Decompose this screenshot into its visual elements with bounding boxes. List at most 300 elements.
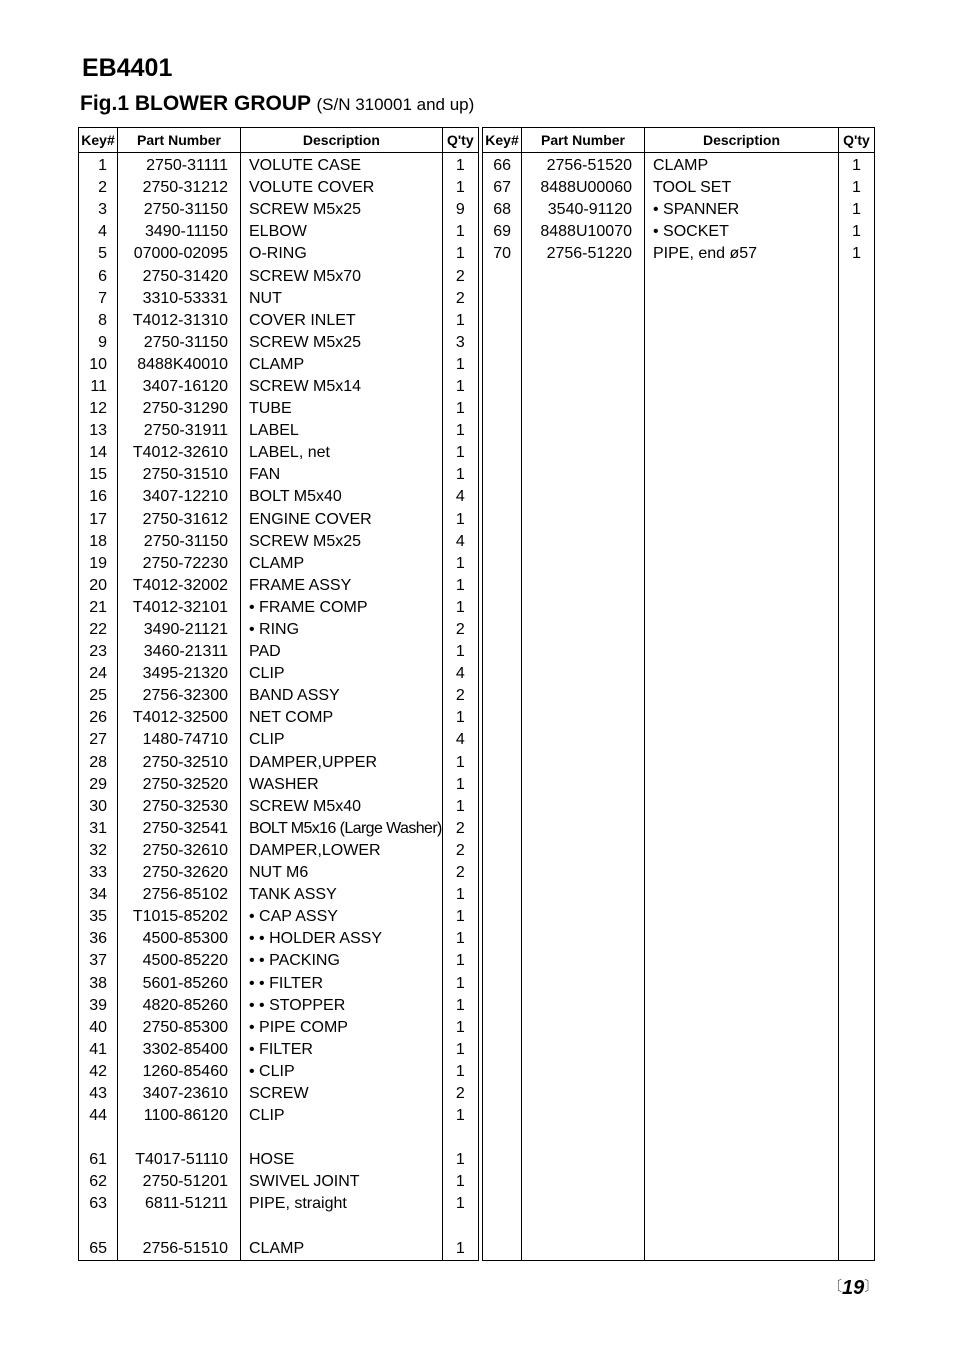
part-qty (442, 1216, 478, 1238)
empty-cell (483, 531, 522, 553)
empty-cell (839, 486, 875, 508)
part-description: TANK ASSY (241, 884, 443, 906)
empty-cell (839, 840, 875, 862)
empty-cell (645, 310, 839, 332)
empty-cell (645, 1061, 839, 1083)
part-qty: 4 (442, 531, 478, 553)
part-description: CLIP (241, 663, 443, 685)
part-qty: 2 (442, 288, 478, 310)
column-header-qty: Q'ty (442, 128, 478, 153)
empty-cell (839, 1171, 875, 1193)
empty-cell (483, 1193, 522, 1215)
table-row-empty (483, 531, 875, 553)
empty-cell (522, 288, 645, 310)
empty-cell (522, 950, 645, 972)
table-row (79, 1216, 479, 1238)
part-number: 3310-53331 (118, 288, 241, 310)
empty-cell (839, 685, 875, 707)
empty-cell (483, 420, 522, 442)
part-number: 2750-32610 (118, 840, 241, 862)
part-description: DAMPER,UPPER (241, 752, 443, 774)
part-qty: 1 (442, 420, 478, 442)
empty-cell (839, 972, 875, 994)
table-row-empty (483, 553, 875, 575)
empty-cell (522, 486, 645, 508)
part-qty: 1 (442, 464, 478, 486)
part-key: 65 (79, 1238, 118, 1261)
column-header-description: Description (645, 128, 839, 153)
table-row (79, 1238, 479, 1261)
part-qty: 1 (442, 354, 478, 376)
empty-cell (839, 884, 875, 906)
table-row-empty (483, 1238, 875, 1261)
empty-cell (483, 398, 522, 420)
part-description: LABEL (241, 420, 443, 442)
empty-cell (483, 1039, 522, 1061)
part-qty: 2 (442, 818, 478, 840)
empty-cell (645, 729, 839, 751)
empty-cell (483, 950, 522, 972)
part-number: 2750-31150 (118, 531, 241, 553)
table-row-empty (483, 310, 875, 332)
empty-cell (645, 1216, 839, 1238)
empty-cell (483, 442, 522, 464)
part-number (118, 1216, 241, 1238)
table-row (79, 906, 479, 928)
empty-cell (839, 398, 875, 420)
table-row-empty (483, 840, 875, 862)
empty-cell (839, 729, 875, 751)
empty-cell (522, 310, 645, 332)
part-key: 1 (79, 153, 118, 178)
empty-cell (645, 1083, 839, 1105)
part-key: 38 (79, 972, 118, 994)
empty-cell (645, 1127, 839, 1149)
empty-cell (483, 685, 522, 707)
part-qty: 2 (442, 862, 478, 884)
table-row-empty (483, 1127, 875, 1149)
empty-cell (522, 752, 645, 774)
part-number: 2750-31212 (118, 177, 241, 199)
empty-cell (839, 707, 875, 729)
table-row (79, 1193, 479, 1215)
part-qty: 2 (442, 685, 478, 707)
empty-cell (645, 663, 839, 685)
empty-cell (522, 1171, 645, 1193)
table-row (79, 442, 479, 464)
empty-cell (839, 995, 875, 1017)
part-number: 1480-74710 (118, 729, 241, 751)
table-row-empty (483, 928, 875, 950)
empty-cell (483, 884, 522, 906)
part-key: 23 (79, 641, 118, 663)
table-row (79, 398, 479, 420)
part-key: 6 (79, 265, 118, 287)
part-description: • FRAME COMP (241, 597, 443, 619)
table-row-empty (483, 884, 875, 906)
table-row-empty (483, 442, 875, 464)
column-header-key: Key# (483, 128, 522, 153)
part-key: 61 (79, 1149, 118, 1171)
table-row (79, 376, 479, 398)
empty-cell (645, 464, 839, 486)
empty-cell (483, 486, 522, 508)
empty-cell (522, 442, 645, 464)
part-description: SCREW M5x25 (241, 531, 443, 553)
part-key (79, 1127, 118, 1149)
part-number: 2756-51520 (522, 153, 645, 178)
empty-cell (483, 597, 522, 619)
table-row (79, 950, 479, 972)
part-qty: 1 (442, 177, 478, 199)
empty-cell (839, 509, 875, 531)
part-number: 4500-85220 (118, 950, 241, 972)
table-row (79, 464, 479, 486)
empty-cell (645, 1017, 839, 1039)
parts-table-left (78, 127, 479, 1261)
part-qty: 1 (442, 1039, 478, 1061)
part-number: 2750-51201 (118, 1171, 241, 1193)
part-qty: 1 (839, 199, 875, 221)
part-qty: 1 (442, 442, 478, 464)
table-row-empty (483, 1083, 875, 1105)
part-description: PAD (241, 641, 443, 663)
part-description: • FILTER (241, 1039, 443, 1061)
empty-cell (522, 354, 645, 376)
empty-cell (645, 531, 839, 553)
table-row (79, 1171, 479, 1193)
part-number: 2750-31911 (118, 420, 241, 442)
part-number: 3460-21311 (118, 641, 241, 663)
part-key: 8 (79, 310, 118, 332)
empty-cell (483, 752, 522, 774)
column-header-key: Key# (79, 128, 118, 153)
empty-cell (483, 1083, 522, 1105)
part-key: 22 (79, 619, 118, 641)
part-key: 36 (79, 928, 118, 950)
part-qty: 1 (442, 1238, 478, 1261)
table-row (483, 221, 875, 243)
empty-cell (839, 641, 875, 663)
empty-cell (839, 1105, 875, 1127)
empty-cell (522, 663, 645, 685)
empty-cell (839, 1149, 875, 1171)
part-number: T4012-32610 (118, 442, 241, 464)
part-number: 2750-31111 (118, 153, 241, 178)
figure-title-text: Fig.1 BLOWER GROUP (80, 92, 311, 115)
empty-cell (522, 509, 645, 531)
table-row-empty (483, 1171, 875, 1193)
empty-cell (483, 729, 522, 751)
part-description: LABEL, net (241, 442, 443, 464)
part-number: 3540-91120 (522, 199, 645, 221)
table-row (79, 663, 479, 685)
part-description: TOOL SET (645, 177, 839, 199)
part-description: CLAMP (241, 354, 443, 376)
part-key: 40 (79, 1017, 118, 1039)
part-description: • • STOPPER (241, 995, 443, 1017)
table-row-empty (483, 796, 875, 818)
figure-title (80, 92, 474, 116)
empty-cell (522, 906, 645, 928)
part-number: 4500-85300 (118, 928, 241, 950)
part-number: 07000-02095 (118, 243, 241, 265)
part-key: 35 (79, 906, 118, 928)
part-description: CLAMP (241, 553, 443, 575)
part-description: COVER INLET (241, 310, 443, 332)
part-key: 15 (79, 464, 118, 486)
part-qty (442, 1127, 478, 1149)
table-row-empty (483, 729, 875, 751)
part-key: 11 (79, 376, 118, 398)
table-row (79, 332, 479, 354)
part-number: T4017-51110 (118, 1149, 241, 1171)
table-row-empty (483, 774, 875, 796)
part-description: O-RING (241, 243, 443, 265)
part-number: 3302-85400 (118, 1039, 241, 1061)
table-header-row (483, 128, 875, 153)
empty-cell (522, 1193, 645, 1215)
empty-cell (839, 288, 875, 310)
table-row (483, 243, 875, 265)
part-number: 2750-31420 (118, 265, 241, 287)
part-key: 30 (79, 796, 118, 818)
part-number: 2756-51510 (118, 1238, 241, 1261)
part-key: 2 (79, 177, 118, 199)
part-key: 33 (79, 862, 118, 884)
part-description: • PIPE COMP (241, 1017, 443, 1039)
table-row (483, 199, 875, 221)
empty-cell (483, 354, 522, 376)
empty-cell (522, 464, 645, 486)
empty-cell (645, 1039, 839, 1061)
part-key: 66 (483, 153, 522, 178)
part-qty: 1 (442, 906, 478, 928)
part-number: 2750-31290 (118, 398, 241, 420)
part-qty: 1 (442, 752, 478, 774)
part-description: NUT (241, 288, 443, 310)
part-key: 12 (79, 398, 118, 420)
part-number: 2750-31150 (118, 332, 241, 354)
empty-cell (483, 509, 522, 531)
part-key: 14 (79, 442, 118, 464)
part-qty: 1 (442, 884, 478, 906)
table-row-empty (483, 862, 875, 884)
part-description: NET COMP (241, 707, 443, 729)
part-number: 2756-51220 (522, 243, 645, 265)
table-row (79, 1039, 479, 1061)
part-description: ENGINE COVER (241, 509, 443, 531)
empty-cell (522, 575, 645, 597)
empty-cell (839, 862, 875, 884)
part-qty: 1 (442, 575, 478, 597)
empty-cell (522, 707, 645, 729)
part-qty: 1 (839, 243, 875, 265)
table-row-empty (483, 332, 875, 354)
part-description: • RING (241, 619, 443, 641)
empty-cell (645, 332, 839, 354)
empty-cell (483, 862, 522, 884)
part-description: SCREW M5x25 (241, 199, 443, 221)
empty-cell (483, 995, 522, 1017)
empty-cell (839, 1017, 875, 1039)
part-number: 8488U00060 (522, 177, 645, 199)
empty-cell (839, 553, 875, 575)
part-qty: 1 (442, 1105, 478, 1127)
table-row (79, 1061, 479, 1083)
empty-cell (839, 752, 875, 774)
table-row-empty (483, 1216, 875, 1238)
part-description: NUT M6 (241, 862, 443, 884)
part-key: 29 (79, 774, 118, 796)
table-row (79, 884, 479, 906)
table-row-empty (483, 619, 875, 641)
table-row (79, 928, 479, 950)
part-qty: 1 (839, 221, 875, 243)
part-description (241, 1127, 443, 1149)
empty-cell (483, 619, 522, 641)
part-description: • • FILTER (241, 972, 443, 994)
table-row (79, 685, 479, 707)
part-key: 68 (483, 199, 522, 221)
part-description: SCREW (241, 1083, 443, 1105)
table-row-empty (483, 972, 875, 994)
part-qty: 1 (442, 221, 478, 243)
empty-cell (645, 641, 839, 663)
empty-cell (839, 928, 875, 950)
empty-cell (522, 685, 645, 707)
part-qty: 2 (442, 265, 478, 287)
table-row (79, 509, 479, 531)
part-description (241, 1216, 443, 1238)
part-qty: 1 (442, 950, 478, 972)
empty-cell (522, 531, 645, 553)
part-key: 43 (79, 1083, 118, 1105)
empty-cell (839, 663, 875, 685)
part-qty: 1 (442, 796, 478, 818)
empty-cell (522, 796, 645, 818)
part-number: 2750-31612 (118, 509, 241, 531)
part-key: 21 (79, 597, 118, 619)
table-row-empty (483, 376, 875, 398)
table-row-empty (483, 663, 875, 685)
part-number: 3407-16120 (118, 376, 241, 398)
table-row (79, 972, 479, 994)
empty-cell (522, 1039, 645, 1061)
part-qty: 1 (442, 153, 478, 178)
table-row (79, 153, 479, 178)
table-row-empty (483, 420, 875, 442)
part-description: WASHER (241, 774, 443, 796)
part-qty: 1 (442, 509, 478, 531)
table-row (79, 1105, 479, 1127)
empty-cell (483, 774, 522, 796)
empty-cell (839, 332, 875, 354)
empty-cell (522, 928, 645, 950)
part-key (79, 1216, 118, 1238)
empty-cell (839, 1216, 875, 1238)
empty-cell (645, 509, 839, 531)
part-number: 2756-32300 (118, 685, 241, 707)
empty-cell (483, 376, 522, 398)
empty-cell (522, 729, 645, 751)
table-row (79, 752, 479, 774)
empty-cell (645, 376, 839, 398)
part-key: 20 (79, 575, 118, 597)
part-number: 8488U10070 (522, 221, 645, 243)
empty-cell (522, 398, 645, 420)
empty-cell (483, 265, 522, 287)
empty-cell (483, 1017, 522, 1039)
part-qty: 2 (442, 619, 478, 641)
part-description: • SOCKET (645, 221, 839, 243)
part-number: 2750-72230 (118, 553, 241, 575)
table-row (79, 575, 479, 597)
part-description: FRAME ASSY (241, 575, 443, 597)
empty-cell (839, 464, 875, 486)
table-row-empty (483, 265, 875, 287)
table-row-empty (483, 752, 875, 774)
empty-cell (645, 1238, 839, 1261)
empty-cell (522, 1105, 645, 1127)
table-row (79, 1149, 479, 1171)
empty-cell (645, 995, 839, 1017)
part-key: 37 (79, 950, 118, 972)
part-key: 18 (79, 531, 118, 553)
part-number: 4820-85260 (118, 995, 241, 1017)
parts-table-right (482, 127, 875, 1261)
column-header-part-number: Part Number (522, 128, 645, 153)
empty-cell (483, 1105, 522, 1127)
table-row (79, 1083, 479, 1105)
empty-cell (839, 420, 875, 442)
part-key: 44 (79, 1105, 118, 1127)
part-number: 2750-32520 (118, 774, 241, 796)
part-description: VOLUTE COVER (241, 177, 443, 199)
part-qty: 1 (442, 1061, 478, 1083)
part-description: CLIP (241, 729, 443, 751)
empty-cell (522, 1017, 645, 1039)
empty-cell (645, 597, 839, 619)
empty-cell (839, 597, 875, 619)
empty-cell (645, 928, 839, 950)
empty-cell (483, 464, 522, 486)
table-row (79, 818, 479, 840)
empty-cell (839, 1238, 875, 1261)
empty-cell (645, 796, 839, 818)
part-description: • CAP ASSY (241, 906, 443, 928)
part-qty: 4 (442, 663, 478, 685)
table-row-empty (483, 685, 875, 707)
empty-cell (645, 972, 839, 994)
table-row (79, 531, 479, 553)
empty-cell (522, 619, 645, 641)
part-description: DAMPER,LOWER (241, 840, 443, 862)
part-key: 13 (79, 420, 118, 442)
part-qty: 1 (442, 310, 478, 332)
part-qty: 1 (442, 376, 478, 398)
table-row-empty (483, 1061, 875, 1083)
table-row-empty (483, 641, 875, 663)
empty-cell (522, 818, 645, 840)
empty-cell (483, 332, 522, 354)
part-description: FAN (241, 464, 443, 486)
part-qty: 3 (442, 332, 478, 354)
table-row-empty (483, 995, 875, 1017)
part-qty: 1 (442, 553, 478, 575)
empty-cell (645, 354, 839, 376)
empty-cell (839, 1039, 875, 1061)
